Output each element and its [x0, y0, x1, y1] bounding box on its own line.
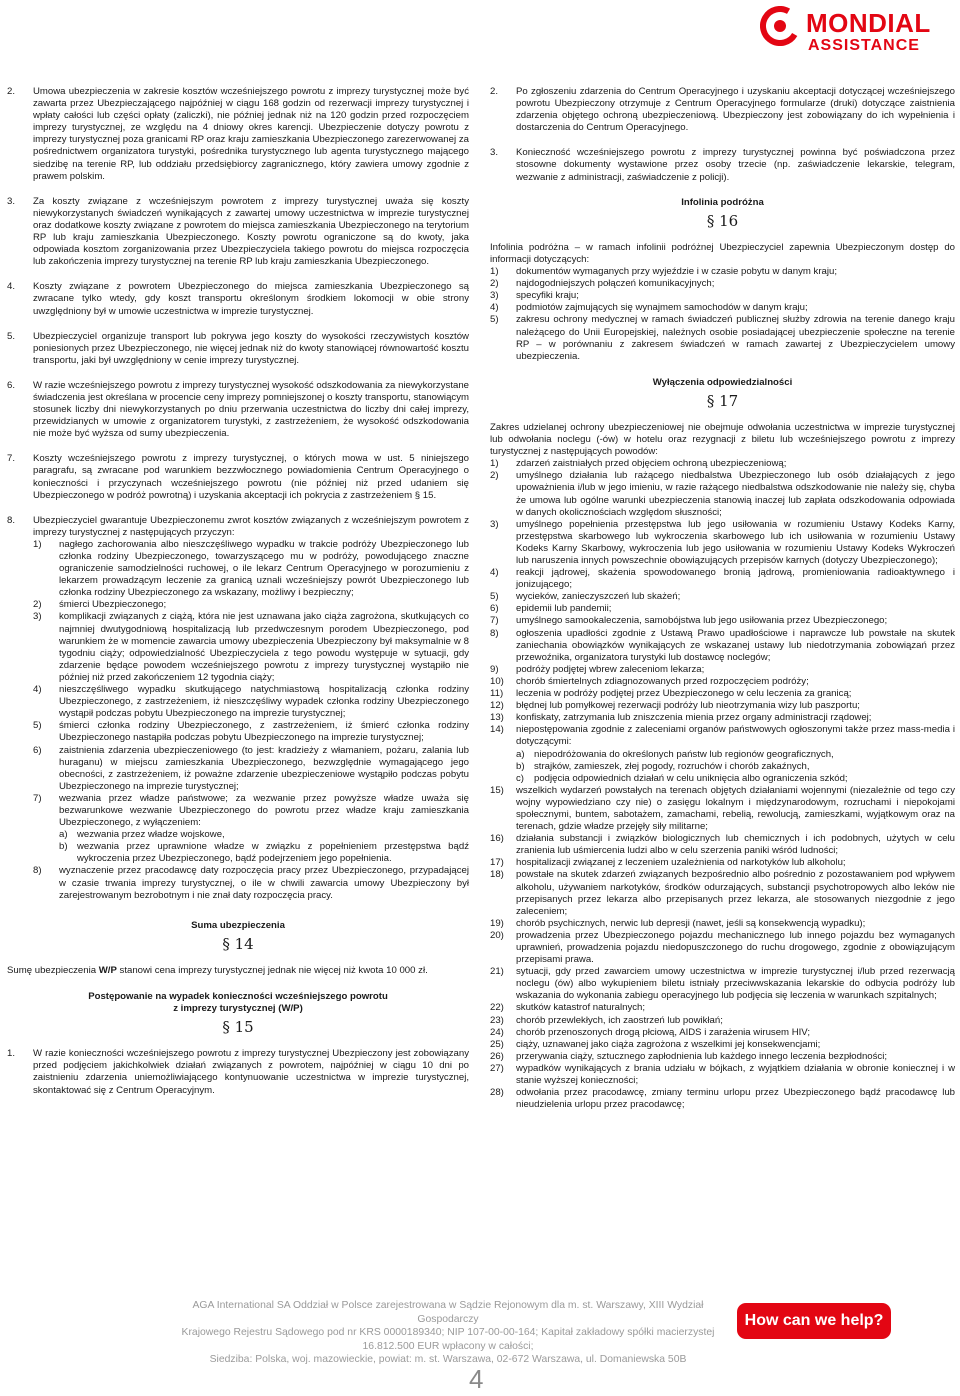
item-number: 3. — [490, 147, 499, 159]
sub-text: najdogodniejszych połączeń komunikacyjnych; — [516, 278, 715, 290]
list-item — [7, 453, 469, 501]
sub-text: przerywania ciąży, sztucznego zapłodnienia lub każdego innego leczenia bezpłodności; — [516, 1050, 888, 1062]
sub-item — [490, 1039, 955, 1051]
sub-number: 12) — [490, 700, 504, 712]
item-number: 7. — [7, 453, 16, 465]
sub-text: chorób przewlekłych, ich zaostrzeń lub powikłań; — [516, 1014, 723, 1026]
sub-item — [33, 611, 469, 684]
subsub-text: niepodróżowania do określonych państw lub regionów geograficznych, — [534, 748, 834, 760]
item-text: Ubezpieczyciel organizuje transport lub pokrywa jego koszty do wysokości rzeczywistych kosztów poniesionych przez Ubezpieczonego, nie więcej jednak niż do kwoty stanowiącej równowartość kosztu transportu, jaki był uwzględniony w cenie imprezy turystycznej. — [33, 330, 469, 366]
sub-number: 17) — [490, 857, 504, 869]
sub-text: reakcji jądrowej, skażenia spowodowanego bronią jądrową, promieniowania radioaktywnego i jonizującego; — [516, 567, 955, 591]
sub-text: śmierci Ubezpieczonego; — [59, 599, 167, 611]
sub-item — [490, 785, 955, 833]
subsub-item — [516, 749, 955, 761]
subsub-text: wezwania przez władze wojskowe, — [77, 829, 225, 841]
sub-item — [490, 519, 955, 567]
sub-item — [490, 1063, 955, 1087]
subsub-text: wezwania przez uprawnione władze w związku z popełnieniem przestępstwa bądź wykroczenia przez Ubezpieczonego, bądź podejrzeniem jego popełnienia. — [77, 841, 469, 865]
infolinia-lead: Infolinia podróżna – w ramach infolinii podróżnej Ubezpieczyciel zapewnia Ubezpieczonym dostęp do informacji dotyczących: — [490, 241, 955, 265]
sub-item — [490, 628, 955, 664]
sub-number: 25) — [490, 1038, 504, 1050]
section-heading-infolinia: Infolinia podróżna — [681, 196, 764, 208]
item-text: Koszty wcześniejszego powrotu z imprezy turystycznej, o których mowa w ust. 5 niniejszego paragrafu, są zwracane pod warunkiem bezzwłocznego powiadomienia Centrum Operacyjnego o konieczności i przyczynach wcześniejszego powrotu (nie później niż przed udaniem się Ubezpieczonego w podróż powrotną) i uzyskania akceptacji ich pokrycia z zastrzeżeniem § 15. — [33, 453, 469, 501]
wylaczenia-lead: Zakres udzielanej ochrony ubezpieczeniowej nie obejmuje odwołania uczestnictwa w imprezie turystycznej lub odwołania noclegu (-ów) w hotelu oraz rezygnacji z biletu lub wcześniejszego powrotu z imprezy turystycznej z następujących powodów: — [490, 421, 955, 458]
item-number: 1. — [7, 1048, 16, 1060]
sub-text: zaistnienia zdarzenia ubezpieczeniowego (to jest: kradzieży z włamaniem, pożaru, zalania lub huraganu) w miejscu zamieszkania Ubezpieczonego, bezwzględnie wymagającego jego obecności, z zastrzeżeniem, iż poważne zdarzenie ubezpieczeniowe wystąpiło podczas pobytu Ubezpieczonego na imprezie turystycznej; — [59, 744, 469, 792]
sub-text: podróży podjętej wbrew zaleceniom lekarza; — [516, 663, 705, 675]
sub-number: 2) — [33, 599, 42, 611]
section-heading-wylaczenia: Wyłączenia odpowiedzialności — [652, 376, 793, 388]
sub-text: wycieków, zanieczyszczeń lub skażeń; — [516, 591, 681, 603]
sub-number: 4) — [490, 302, 499, 314]
sub-text: działania substancji i związków biologicznych lub chemicznych i ich podobnych, użytych w celu zranienia lub uśmiercenia ludzi albo w celu szerzenia paniki wśród ludności; — [516, 833, 955, 857]
sub-number: 7) — [490, 615, 499, 627]
footer-line: Krajowego Rejestru Sądowego pod nr KRS 0000189340; NIP 107-00-00-164; Kapitał zakładowy spółki macierzystej 16.812.500 EUR wpłacony w całości; — [181, 1327, 715, 1352]
paragraph-number-14: § 14 — [222, 934, 254, 953]
sub-text: nieszczęśliwego wypadku skutkującego natychmiastową hospitalizacją członka rodziny Ubezpieczonego, z zastrzeżeniem, iż nieszczęśliwy wypadek członka rodziny Ubezpieczonego wystąpił podczas pobytu Ubezpieczonego na imprezie turystycznej; — [59, 684, 469, 720]
sub-item — [490, 724, 955, 784]
sub-number: 8) — [490, 627, 499, 639]
sub-number: 13) — [490, 712, 504, 724]
sub-item — [490, 266, 955, 278]
sub-text: wszelkich wydarzeń powstałych na terenach objętych działaniami wojennymi (niezależnie od tego czy wojny wypowiedziano czy nie) o zasięgu lokalnym i międzynarodowym, rozruchami i niepokojami społecznymi, buntem, sabotażem, zamachami, rebelią, rewolucją, zamieszkami, wyjątkowym oraz na terenach, gdzie władze przejęły siły militarne; — [516, 784, 955, 833]
sub-text: powstałe na skutek zdarzeń związanych bezpośrednio albo pośrednio z pozostawaniem pod wpływem alkoholu, używaniem narkotyków, środków odurzających, substancji psychotropowych albo leków nie przepisanych przez lekarza albo przepisanych przez lekarza, ale stosowanych niezgodnie z jego zaleceniem; — [516, 869, 955, 917]
sub-text: zdarzeń zaistniałych przed objęciem ochroną ubezpieczeniową; — [516, 458, 787, 470]
sub-number: 1) — [490, 266, 499, 278]
company-info — [168, 1299, 728, 1367]
sub-text: wyznaczenie przez pracodawcę daty rozpoczęcia pracy przez Ubezpieczonego, przypadającej w czasie trwania imprezy turystycznej, o ile w chwili zawarcia umowy Ubezpieczony był zarejestrowanym bezrobotnym i nie znał daty rozpoczęcia pracy. — [59, 865, 469, 901]
sub-text: zakresu ochrony medycznej w ramach świadczeń publicznej służby zdrowia na terenie danego kraju należącego do Unii Europejskiej, należnych osobie posiadającej ubezpieczenie społeczne na terenie RP – w porównaniu z zakresem świadczeń w ramach zawartej z Ubezpieczycielem umowy ubezpieczenia. — [516, 314, 955, 362]
section-heading-suma: Suma ubezpieczenia — [191, 919, 285, 931]
sub-number: 2) — [490, 470, 499, 482]
item-number: 2. — [7, 86, 16, 97]
sub-item — [490, 1002, 955, 1014]
item-number: 8. — [7, 514, 16, 526]
sub-text: umyślnego samookaleczenia, samobójstwa lub jego usiłowania przez Ubezpieczonego; — [516, 615, 888, 627]
sub-text: leczenia w podróży podjętej przez Ubezpieczonego w celu leczenia za granicą; — [516, 688, 852, 700]
sub-number: 4) — [33, 684, 42, 696]
footer — [0, 1299, 960, 1366]
item-text: Konieczność wcześniejszego powrotu z imprezy turystycznej powinna być poświadczona przez stosowne dokumenty wystawione przez osoby trzecie (np. zaświadczenie lekarskie, telegram, wezwanie z administracji, zaświadczenie z policji). — [516, 147, 955, 183]
sub-number: 1) — [490, 458, 499, 470]
subsub-number: a) — [59, 829, 68, 841]
subsub-item — [516, 761, 955, 773]
sub-number: 6) — [33, 744, 42, 756]
sub-text: epidemii lub pandemii; — [516, 603, 612, 615]
page-number: 4 — [469, 1364, 484, 1394]
sub-text: skutków katastrof naturalnych; — [516, 1002, 646, 1014]
sub-item — [33, 720, 469, 744]
sub-item — [490, 930, 955, 966]
sub-number: 3) — [490, 290, 499, 302]
sub-item — [490, 591, 955, 603]
list-item — [7, 331, 469, 367]
sub-item — [33, 539, 469, 599]
sub-item — [490, 1015, 955, 1027]
list-item — [7, 1048, 469, 1096]
sub-item — [490, 700, 955, 712]
sub-number: 19) — [490, 917, 504, 929]
footer-line: Siedziba: Polska, woj. mazowieckie, powiat: m. st. Warszawa, 02-672 Warszawa, ul. Domaniewska 50B — [209, 1354, 687, 1366]
item-number: 5. — [7, 330, 16, 342]
list-item — [7, 86, 469, 183]
help-button[interactable]: How can we help? — [737, 1303, 891, 1339]
item-text: Koszty związane z powrotem Ubezpieczonego do miejsca zamieszkania Ubezpieczonego są zwracane tylko wtedy, gdy koszt transportu określonym środkiem lokomocji w obie strony uwzględniony był w umowie uczestnictwa w imprezie turystycznej. — [33, 281, 469, 317]
sub-item — [490, 688, 955, 700]
sub-number: 14) — [490, 724, 504, 736]
item-text: W razie wcześniejszego powrotu z imprezy turystycznej wysokość odszkodowania za niewykorzystane świadczenia jest określana w procencie ceny imprezy pomniejszonej o koszty transportu, stanowiącym stosunek liczby dni niewykorzystanych po dniu przerwania uczestnictwa do liczby dni całej imprezy, przewidzianych w umowie z organizatorem turystyki, z zastrzeżeniem, że wysokość odszkodowania nie może być wyższa od sumy ubezpieczenia. — [33, 379, 469, 440]
wylaczenia-sublist — [490, 458, 955, 1111]
subsub-item — [516, 773, 955, 785]
sub-item — [490, 712, 955, 724]
sub-text: błędnej lub pomyłkowej rezerwacji podróży lub nieotrzymania wizy lub paszportu; — [516, 700, 860, 712]
subsub-text: podjęcia odpowiednich działań w celu uniknięcia albo ograniczenia szkód; — [534, 772, 848, 784]
sub-item — [490, 302, 955, 314]
sub-text: śmierci członka rodziny Ubezpieczonego, z zastrzeżeniem, iż śmierć członka rodziny Ubezpieczonego nastąpiła podczas pobytu Ubezpieczonego na imprezie turystycznej; — [59, 720, 469, 744]
sub-text: komplikacji związanych z ciążą, która nie jest uznawana jako ciąża zagrożona, skutkujących co najmniej dwutygodniową hospitalizacją lub przedwczesnym porodem Ubezpieczonego, pod warunkiem że w momencie zawarcia umowy ubezpieczenia Ubezpieczony był maksymalnie w 8 tygodniu ciąży; odpowiedzialność Ubezpieczyciela z tego powodu występuje w sytuacji, gdy zdarzenie będące powodem wcześniejszego powrotu z imprezy turystycznej wystąpiło nie później niż przed zakończeniem 12 tygodnia ciąży; — [59, 611, 469, 683]
sub-item — [490, 567, 955, 591]
sub-item — [33, 793, 469, 866]
sub-item — [490, 1051, 955, 1063]
sub-text: chorób psychicznych, nerwic lub depresji (nawet, jeśli są konsekwencją wypadku); — [516, 917, 866, 929]
sub-item — [490, 869, 955, 917]
sub-item — [490, 458, 955, 470]
subsub-item — [59, 829, 469, 841]
sub-text: dokumentów wymaganych przy wyjeździe i w czasie pobytu w danym kraju; — [516, 266, 837, 278]
item-number: 6. — [7, 379, 16, 391]
list-item — [7, 515, 469, 902]
sub-number: 28) — [490, 1087, 504, 1099]
post-items — [7, 1048, 469, 1096]
sub-item — [490, 676, 955, 688]
sub-number: 8) — [33, 865, 42, 877]
sub-item — [33, 865, 469, 901]
footer-line: AGA International SA Oddział w Polsce zarejestrowana w Sądzie Rejonowym dla m. st. Warszawy, XIII Wydział Gospodarczy — [192, 1300, 704, 1325]
list-item — [7, 380, 469, 440]
section-heading-postepowanie: Postępowanie na wypadek konieczności wcześniejszego powrotu z imprezy turystycznej (W/P) — [88, 991, 388, 1015]
sub-number: 6) — [490, 603, 499, 615]
sub-text: ciąży, uznawanej jako ciąża zagrożona z wszelkimi jej konsekwencjami; — [516, 1038, 821, 1050]
sub-number: 22) — [490, 1002, 504, 1014]
left-column — [7, 86, 469, 1110]
list-item — [490, 86, 955, 134]
sub-number: 3) — [33, 611, 42, 623]
sub-item — [490, 470, 955, 518]
sub-number: 24) — [490, 1026, 504, 1038]
subsub-text: strajków, zamieszek, złej pogody, rozruchów i chorób zakaźnych, — [534, 760, 810, 772]
sub-item — [490, 664, 955, 676]
mondial-assistance-logo — [758, 2, 954, 58]
subsub-number: a) — [516, 748, 525, 760]
item-text: W razie konieczności wcześniejszego powrotu z imprezy turystycznej Ubezpieczony jest zobowiązany przed podjęciem jakichkolwiek działań związanych z powrotem, najpóźniej w ciągu 10 dni po zaistnieniu zdarzenia uniemożliwiającego kontynuowanie uczestnictwa w imprezie turystycznej, skontaktować się z Centrum Operacyjnym. — [33, 1048, 469, 1096]
sub-text: prowadzenia przez Ubezpieczonego pojazdu mechanicznego lub innego pojazdu bez wymaganych uprawnień, prowadzenia pojazdu niedopuszczonego do ruchu drogowego, zgodnie z obowiązującym przepisami prawa. — [516, 929, 955, 966]
sub-item — [33, 684, 469, 720]
sub-text: wezwania przez władze państwowe; za wezwanie przez powyższe władze uważa się bezwarunkowe wezwanie Ubezpieczonego do powrotu przez władze kraju zamieszkania Ubezpieczonego, z wyłączeniem: — [59, 792, 469, 829]
sub-number: 20) — [490, 929, 504, 941]
item-number: 2. — [490, 86, 499, 97]
sub-item — [490, 918, 955, 930]
sub-text: ogłoszenia upadłości zgodnie z Ustawą Prawo upadłościowe i naprawcze lub powstałe na skutek zaniechania obowiązków wynikających ze wskazanej ustawy lub niedotrzymania zobowiązań przez przewoźnika, organizatora turystyki lub dostawcę noclegów; — [516, 627, 955, 663]
sub-item — [490, 603, 955, 615]
sub-number: 26) — [490, 1050, 504, 1062]
sub-number: 3) — [490, 518, 499, 530]
subsub-number: b) — [516, 760, 525, 772]
sub-number: 23) — [490, 1014, 504, 1026]
sub-text: chorób przenoszonych drogą płciową, AIDS i zarażenia wirusem HIV; — [516, 1026, 810, 1038]
sub-number: 16) — [490, 833, 504, 845]
sub-item — [490, 1027, 955, 1039]
item-text: Ubezpieczyciel gwarantuje Ubezpieczonemu zwrot kosztów związanych z wcześniejszym powrotem z imprezy turystycznej z następujących przyczyn: — [33, 514, 469, 538]
brand-name: MONDIAL — [806, 8, 931, 38]
paragraph-number-15: § 15 — [222, 1018, 254, 1037]
sub-number: 10) — [490, 675, 504, 687]
sub-number: 5) — [490, 591, 499, 603]
suma-text: Sumę ubezpieczenia W/P stanowi cena imprezy turystycznej jednak nie więcej niż kwota 10 000 zł. — [7, 964, 428, 976]
sub-text: umyślnego działania lub rażącego niedbalstwa Ubezpieczonego lub osób działających z jego upoważnienia i/lub w jego imieniu, w razie rażącego niedbalstwa odszkodowanie nie należy się, chyba że umowa lub ogólne warunki ubezpieczenia stanowią inaczej lub zapłata odszkodowania odpowiada w danych okolicznościach względom słuszności; — [516, 470, 955, 518]
sub-text: niepostępowania zgodnie z zaleceniami organów państwowych ogłoszonymi także przez mass-media i dotyczącymi: — [516, 724, 955, 748]
sub-number: 5) — [33, 720, 42, 732]
sub-number: 21) — [490, 966, 504, 978]
sub-number: 18) — [490, 869, 504, 881]
sub-number: 4) — [490, 567, 499, 579]
item-text: Po zgłoszeniu zdarzenia do Centrum Operacyjnego i uzyskaniu akceptacji dotyczącej wcześniejszego powrotu Ubezpieczony otrzymuje z Centrum Operacyjnego formularze (druki) dotyczące zaistnienia zdarzenia objętego ochroną ubezpieczeniową. Ubezpieczony jest zobowiązany do ich wypełnienia i dostarczenia do Centrum Operacyjnego. — [516, 86, 955, 134]
sub-number: 2) — [490, 278, 499, 290]
list-item — [7, 281, 469, 317]
item8-sublist — [33, 539, 469, 902]
brand-sub: ASSISTANCE — [808, 37, 920, 54]
sub-item — [490, 966, 955, 1002]
paragraph-number-17: § 17 — [706, 391, 739, 410]
sub-text: sytuacji, gdy przed zawarciem umowy uczestnictwa w imprezie turystycznej i/lub przed rezerwacją noclegu (ów) albo wykupieniem biletu istniały przeciwwskazania lekarskie do odbycia podróży lub wskazania do wykonania zabiegu operacyjnego lub podjęcia się leczenia w warunkach szpitalnych; — [516, 966, 955, 1002]
sub-item — [490, 1087, 955, 1111]
sub-number: 7) — [33, 792, 42, 804]
subsub-item — [59, 841, 469, 865]
sub-text: podmiotów zajmujących się wynajmem samochodów w danym kraju; — [516, 302, 808, 314]
sub-item — [33, 745, 469, 793]
item-text: Za koszty związane z wcześniejszym powrotem z imprezy turystycznej uważa się koszty niewykorzystanych świadczeń wynikających z zawartej umowy uczestnictwa w imprezie turystycznej oraz dodatkowe koszty związane z powrotem do miejsca zamieszkania Ubezpieczonego na terytorium RP lub kraju zamieszkania Ubezpieczonego. Koszty powrotu ograniczone są do kwoty, jaka odpowiada kosztom zorganizowania przez Ubezpieczyciela takiego powrotu do miejsca rozpoczęcia lub zakończenia imprezy turystycznej na terenie RP lub kraju zamieszkania Ubezpieczonego. — [33, 195, 469, 268]
logo-mark-icon — [760, 6, 800, 46]
sub-text: konfiskaty, zatrzymania lub zniszczenia mienia przez organy administracji rządowej; — [516, 712, 872, 724]
sub-number: 27) — [490, 1062, 504, 1074]
sub-text: hospitalizacji związanej z leczeniem uzależnienia od narkotyków lub alkoholu; — [516, 857, 846, 869]
sub-item — [490, 314, 955, 362]
sub-number: 11) — [490, 688, 504, 700]
sub-item — [490, 857, 955, 869]
right-column — [490, 86, 955, 1111]
subsub-number: b) — [59, 841, 68, 853]
item-number: 4. — [7, 281, 16, 293]
sub-number: 15) — [490, 784, 504, 796]
left-intro-items — [7, 86, 469, 502]
item-text: Umowa ubezpieczenia w zakresie kosztów wcześniejszego powrotu z imprezy turystycznej może być zawarta przez Ubezpieczającego najpóźniej w ciągu 168 godzin od rezerwacji imprezy turystycznej i wpłaty całości lub części opłaty (zaliczki), nie później jednak niż na 120 godzin przed rozpoczęciem imprezy turystycznej, ze względu na 4 dniowy okres karencji. Ubezpieczenie dotyczy powrotu z imprezy turystycznej poza granicami RP oraz kraju zamieszkania Ubezpieczonego zarezerwowanej za pośrednictwem organizatora turystyki, pośrednika turystycznego lub agenta turystycznego mającego siedzibę na terenie RP, lub oddziału przedsiębiorcy zagranicznego, który zawiera umowy zgodnie z prawem polskim. — [33, 86, 469, 182]
sub-text: odwołania przez pracodawcę, zmiany terminu urlopu przez Ubezpieczonego bądź pracodawcę lub nieudzielenia urlopu przez pracodawcę; — [516, 1087, 955, 1111]
sub-number: 1) — [33, 538, 42, 550]
sub-text: wypadków wynikających z brania udziału w bójkach, z wyjątkiem działania w obronie koniecznej i w stanie wyższej konieczności; — [516, 1062, 955, 1087]
sub-text: umyślnego popełnienia przestępstwa lub jego usiłowania w rozumieniu Ustawy Kodeks Karny, przestępstwa skarbowego lub wykroczenia skarbowego lub ich usiłowania w rozumieniu Ustawy Kodeks Karny Skarbowy, wykroczenia lub jego usiłowania w rozumieniu Ustawy Kodeks Wykroczeń lub naruszenia innych powszechnie obowiązujących przepisów karnych (dotyczy Ubezpieczonego); — [516, 518, 955, 566]
right-items — [490, 86, 955, 184]
sub-item — [33, 599, 469, 611]
sub-number: 9) — [490, 663, 499, 675]
item-number: 3. — [7, 195, 16, 207]
sub-text: chorób śmiertelnych zdiagnozowanych przed rozpoczęciem podróży; — [516, 675, 809, 687]
sub-text: nagłego zachorowania albo nieszczęśliwego wypadku w trakcie podróży Ubezpieczonego lub członka rodziny Ubezpieczonego, towarzyszącego mu w podróży, powodującego znaczne ograniczenie samodzielności ruchowej, o ile lekarz Centrum Operacyjnego w porozumieniu z lekarzem prowadzącym leczenie za granicą uznali wcześniejszy powrót Ubezpieczonego lub członka rodziny Ubezpieczonego za wskazany, możliwy i bezpieczny; — [59, 538, 469, 599]
sub-text: specyfiki kraju; — [516, 290, 579, 302]
subsub-number: c) — [516, 772, 524, 784]
sub-item — [490, 278, 955, 290]
paragraph-number-16: § 16 — [706, 211, 739, 230]
infolinia-sublist — [490, 266, 955, 363]
sub-item — [490, 290, 955, 302]
list-item — [7, 196, 469, 269]
sub-number: 5) — [490, 314, 499, 326]
sub-item — [490, 833, 955, 857]
sub-item — [490, 615, 955, 627]
list-item — [490, 147, 955, 183]
